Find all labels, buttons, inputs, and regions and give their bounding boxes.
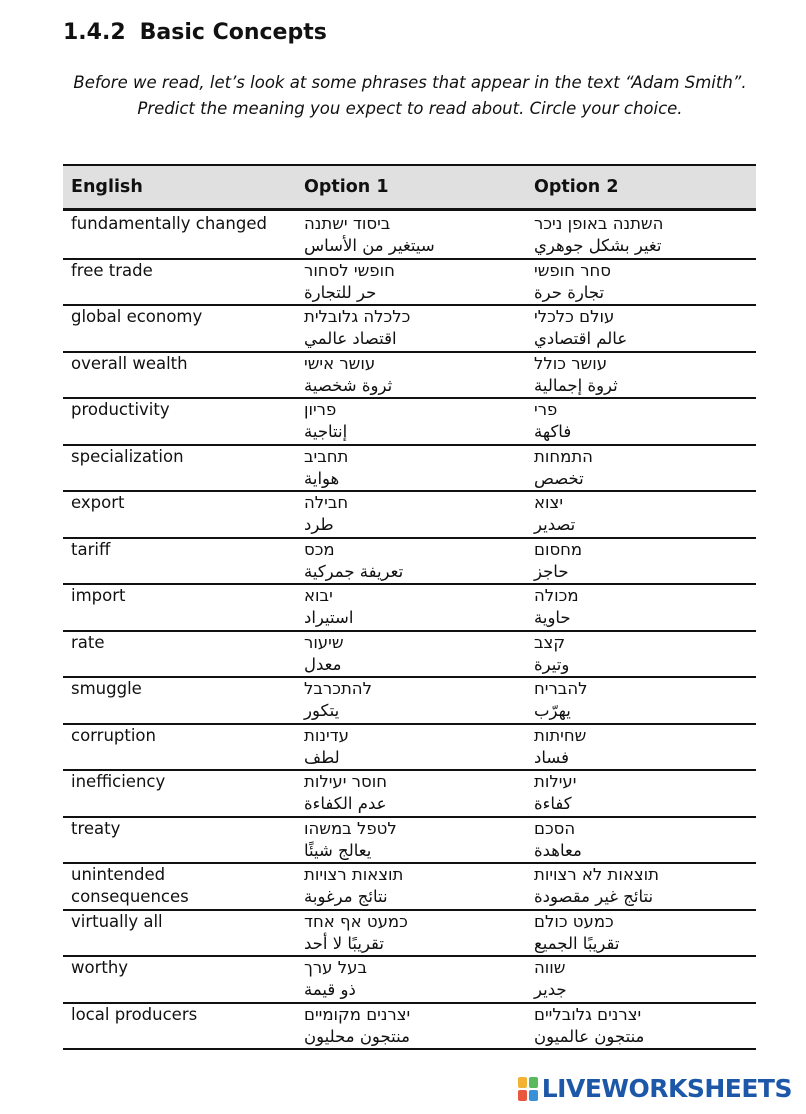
table-row: [63, 770, 756, 817]
english-term-cell: [63, 1003, 296, 1050]
option-1-arabic: تعريفة جمركية: [304, 561, 404, 581]
option-1-hebrew: יבוא: [304, 586, 333, 605]
option-1-cell[interactable]: [296, 770, 526, 817]
english-term-cell: [63, 445, 296, 492]
table-row: [63, 724, 756, 771]
english-term: local producers: [71, 1004, 198, 1024]
english-term: treaty: [71, 818, 121, 838]
table-row: [63, 259, 756, 306]
option-1-hebrew: כלכלה גלובלית: [304, 307, 411, 326]
english-term-cell: [63, 398, 296, 445]
table-row: [63, 584, 756, 631]
table-row: [63, 910, 756, 957]
option-2-cell[interactable]: [526, 956, 756, 1003]
english-term-cell: [63, 817, 296, 864]
english-term: free trade: [71, 260, 153, 280]
english-term-cell: [63, 538, 296, 585]
option-2-hebrew: עולם כלכלי: [534, 307, 615, 326]
option-2-cell[interactable]: [526, 724, 756, 771]
header-english: English: [63, 165, 296, 210]
section-title: Basic Concepts: [139, 20, 327, 45]
option-1-cell[interactable]: [296, 584, 526, 631]
option-1-hebrew: תחביב: [304, 446, 349, 466]
option-1-cell[interactable]: [296, 677, 526, 724]
option-2-arabic: معاهدة: [534, 840, 582, 860]
option-1-hebrew: מכס: [304, 539, 335, 559]
option-2-hebrew: עושר כולל: [534, 353, 608, 373]
option-2-arabic: وتيرة: [534, 654, 570, 674]
option-2-arabic: عالم اقتصادي: [534, 329, 628, 348]
option-2-hebrew: פרי: [534, 400, 558, 419]
english-term-cell: [63, 210, 296, 259]
english-term: export: [71, 493, 125, 512]
option-2-cell[interactable]: [526, 259, 756, 306]
instructions-line-1: Before we read, let’s look at some phrases that appear in the text “Adam Smith”.: [73, 73, 747, 92]
header-option-1: Option 1: [296, 165, 526, 210]
option-1-hebrew: חבילה: [304, 493, 349, 512]
option-1-hebrew: פריון: [304, 400, 337, 419]
english-term-cell: [63, 259, 296, 306]
option-1-arabic: تقريبًا لا أحد: [304, 933, 384, 953]
option-1-arabic: سيتغير من الأساس: [304, 236, 435, 255]
option-1-hebrew: עושר אישי: [304, 353, 376, 373]
english-term: import: [71, 586, 126, 605]
table-row: [63, 445, 756, 492]
section-number: 1.4.2: [63, 20, 126, 45]
option-2-arabic: تصدير: [534, 515, 576, 534]
option-1-hebrew: עדינות: [304, 725, 349, 745]
table-row: [63, 956, 756, 1003]
option-1-hebrew: לטפל במשהו: [304, 818, 397, 838]
option-2-cell[interactable]: [526, 1003, 756, 1050]
option-1-cell[interactable]: [296, 1003, 526, 1050]
english-term: overall wealth: [71, 353, 188, 373]
option-2-cell[interactable]: [526, 538, 756, 585]
english-term-cell: [63, 491, 296, 538]
option-2-cell[interactable]: [526, 352, 756, 399]
option-1-cell[interactable]: [296, 863, 526, 910]
option-1-arabic: إنتاجية: [304, 422, 348, 441]
option-1-cell[interactable]: [296, 445, 526, 492]
english-term-cell: [63, 677, 296, 724]
english-term: productivity: [71, 400, 170, 419]
option-1-arabic: ذو قيمة: [304, 980, 356, 999]
option-2-hebrew: תוצאות לא רצויות: [534, 865, 660, 884]
option-2-hebrew: יצוא: [534, 493, 564, 512]
option-2-cell[interactable]: [526, 863, 756, 910]
option-2-cell[interactable]: [526, 631, 756, 678]
option-1-cell[interactable]: [296, 398, 526, 445]
option-2-arabic: حاوية: [534, 608, 571, 627]
option-2-cell[interactable]: [526, 305, 756, 352]
english-term-cell: [63, 305, 296, 352]
option-1-cell[interactable]: [296, 352, 526, 399]
option-1-hebrew: שיעור: [304, 632, 344, 652]
english-term: rate: [71, 632, 105, 652]
option-2-hebrew: הסכם: [534, 818, 576, 838]
option-2-arabic: جدير: [534, 980, 567, 999]
option-2-cell[interactable]: [526, 817, 756, 864]
option-1-cell[interactable]: [296, 538, 526, 585]
option-1-arabic: عدم الكفاءة: [304, 794, 387, 813]
english-term: specialization: [71, 446, 184, 466]
option-1-cell[interactable]: [296, 817, 526, 864]
english-term: tariff: [71, 539, 111, 559]
instructions-line-2: Predict the meaning you expect to read about. Circle your choice.: [137, 99, 683, 118]
option-2-cell[interactable]: [526, 910, 756, 957]
vocabulary-table: [63, 164, 756, 1050]
option-2-arabic: كفاءة: [534, 794, 572, 813]
english-term: worthy: [71, 958, 129, 977]
option-2-hebrew: מכולה: [534, 586, 579, 605]
option-2-arabic: حاجز: [534, 561, 569, 581]
english-term: global economy: [71, 307, 203, 326]
option-2-hebrew: שווה: [534, 958, 566, 977]
liveworksheets-logo-text: LIVEWORKSHEETS: [541, 1074, 792, 1103]
liveworksheets-logo-mark: [518, 1077, 538, 1101]
option-2-hebrew: התמחות: [534, 446, 593, 466]
english-term-cell: [63, 584, 296, 631]
english-term: corruption: [71, 725, 156, 745]
header-option-2: Option 2: [526, 165, 756, 210]
table-row: [63, 398, 756, 445]
table-row: [63, 631, 756, 678]
english-term-cell: [63, 956, 296, 1003]
option-2-cell[interactable]: [526, 445, 756, 492]
table-row: [63, 1003, 756, 1050]
option-2-arabic: تقريبًا الجميع: [534, 933, 620, 953]
option-1-arabic: حر للتجارة: [304, 282, 377, 302]
table-row: [63, 491, 756, 538]
option-1-hebrew: בעל ערך: [304, 958, 367, 977]
english-term: virtually all: [71, 911, 163, 931]
option-2-arabic: نتائج غير مقصودة: [534, 887, 654, 906]
option-1-arabic: ثروة شخصية: [304, 375, 393, 395]
option-1-hebrew: יצרנים מקומיים: [304, 1004, 411, 1024]
option-2-arabic: فاكهة: [534, 422, 572, 441]
option-1-hebrew: חופשי לסחור: [304, 260, 395, 280]
option-2-hebrew: שחיתות: [534, 725, 587, 745]
option-1-hebrew: חוסר יעילות: [304, 772, 387, 791]
option-2-hebrew: להבריח: [534, 679, 588, 698]
table-row: [63, 538, 756, 585]
option-1-cell[interactable]: [296, 956, 526, 1003]
option-1-cell[interactable]: [296, 491, 526, 538]
section-heading: [63, 20, 327, 45]
option-1-arabic: معدل: [304, 654, 342, 674]
table-row: [63, 817, 756, 864]
option-2-cell[interactable]: [526, 677, 756, 724]
table-row: [63, 210, 756, 259]
option-1-arabic: نتائج مرغوبة: [304, 887, 388, 906]
option-2-cell[interactable]: [526, 210, 756, 259]
option-2-hebrew: סחר חופשי: [534, 260, 612, 280]
option-1-hebrew: ביסוד ישתנה: [304, 214, 391, 233]
option-2-hebrew: כמעט כולם: [534, 911, 614, 931]
english-term-cell: [63, 910, 296, 957]
option-1-hebrew: להתכרבל: [304, 679, 372, 698]
table-row: [63, 677, 756, 724]
table-row: [63, 352, 756, 399]
instructions: [40, 70, 780, 122]
option-2-hebrew: יצרנים גלובליים: [534, 1004, 642, 1024]
option-2-arabic: تغير بشكل جوهري: [534, 236, 662, 255]
table-row: [63, 305, 756, 352]
english-term-cell: [63, 631, 296, 678]
option-2-arabic: ثروة إجمالية: [534, 375, 618, 395]
option-2-cell[interactable]: [526, 770, 756, 817]
option-2-arabic: تجارة حرة: [534, 282, 605, 302]
english-term-cell: [63, 724, 296, 771]
option-1-arabic: يعالج شيئًا: [304, 840, 372, 860]
table-row: [63, 863, 756, 910]
option-2-cell[interactable]: [526, 491, 756, 538]
english-term-cell: [63, 863, 296, 910]
option-1-cell[interactable]: [296, 259, 526, 306]
english-term: inefficiency: [71, 772, 166, 791]
option-1-hebrew: כמעט אף אחד: [304, 911, 408, 931]
option-2-hebrew: השתנה באופן ניכר: [534, 214, 664, 233]
option-1-arabic: لطف: [304, 747, 340, 767]
option-2-cell[interactable]: [526, 584, 756, 631]
option-1-hebrew: תוצאות רצויות: [304, 865, 404, 884]
option-1-arabic: طرد: [304, 515, 334, 534]
option-1-cell[interactable]: [296, 631, 526, 678]
english-term-cell: [63, 352, 296, 399]
option-1-arabic: استيراد: [304, 608, 354, 627]
english-term: unintended consequences: [71, 865, 189, 906]
option-2-cell[interactable]: [526, 398, 756, 445]
option-1-cell[interactable]: [296, 305, 526, 352]
option-2-hebrew: יעילות: [534, 772, 577, 791]
option-1-cell[interactable]: [296, 210, 526, 259]
option-2-arabic: فساد: [534, 747, 569, 767]
option-1-cell[interactable]: [296, 910, 526, 957]
option-2-arabic: منتجون عالميون: [534, 1026, 645, 1046]
table-header-row: [63, 165, 756, 210]
option-1-arabic: هواية: [304, 468, 340, 488]
option-2-hebrew: מחסום: [534, 539, 583, 559]
option-1-arabic: منتجون محليون: [304, 1026, 410, 1046]
option-2-arabic: يهرّب: [534, 701, 571, 720]
english-term-cell: [63, 770, 296, 817]
option-2-hebrew: קצב: [534, 632, 566, 652]
english-term: smuggle: [71, 679, 142, 698]
english-term: fundamentally changed: [71, 214, 267, 233]
option-1-cell[interactable]: [296, 724, 526, 771]
option-1-arabic: يتكور: [304, 701, 340, 720]
option-2-arabic: تخصص: [534, 468, 584, 488]
liveworksheets-logo: [518, 1074, 792, 1103]
option-1-arabic: اقتصاد عالمي: [304, 329, 397, 348]
